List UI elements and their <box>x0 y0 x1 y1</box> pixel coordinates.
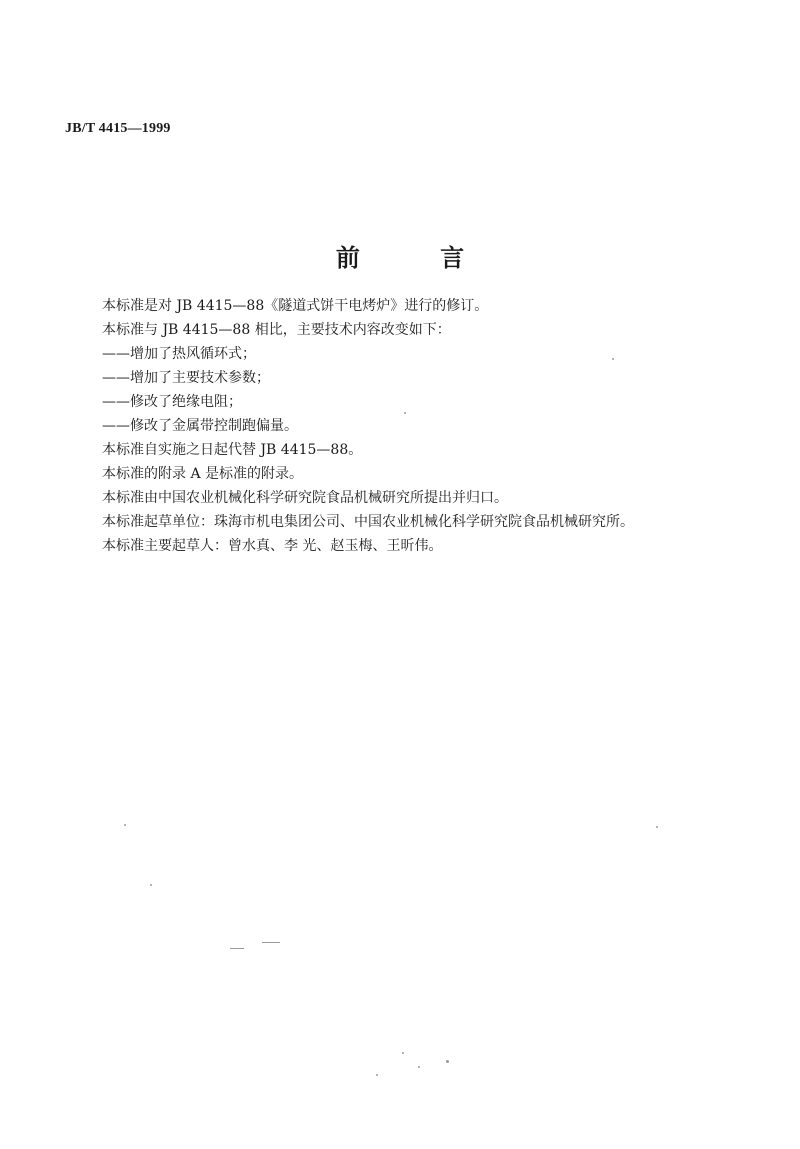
scan-speck <box>376 1074 378 1076</box>
paragraph-line: 本标准与 JB 4415—88 相比，主要技术内容改变如下： <box>102 322 451 338</box>
paragraph-line: 本标准起草单位：珠海市机电集团公司、中国农业机械化科学研究院食品机械研究所。 <box>102 514 634 530</box>
paragraph-line: ——修改了金属带控制跑偏量。 <box>102 418 298 434</box>
scan-speck <box>262 942 280 943</box>
paragraph-line: 本标准主要起草人：曾水真、李 光、赵玉梅、王昕伟。 <box>102 538 443 554</box>
page-title: 前 言 <box>335 243 501 272</box>
paragraph-line: ——修改了绝缘电阻； <box>102 394 242 410</box>
paragraph-line: 本标准是对 JB 4415—88《隧道式饼干电烤炉》进行的修订。 <box>102 298 489 314</box>
scan-speck <box>402 1052 404 1054</box>
scan-speck <box>230 948 244 949</box>
scan-speck <box>446 1060 449 1063</box>
scan-speck <box>656 826 658 828</box>
paragraph-line: 本标准的附录 A 是标准的附录。 <box>102 466 304 482</box>
scan-speck <box>612 358 614 360</box>
paragraph-line: ——增加了热风循环式； <box>102 346 256 362</box>
paragraph-line: 本标准由中国农业机械化科学研究院食品机械研究所提出并归口。 <box>102 490 508 506</box>
document-code: JB/T 4415—1999 <box>65 121 171 136</box>
scan-speck <box>418 1066 420 1068</box>
foreword-body <box>102 294 762 558</box>
scan-speck <box>404 412 406 414</box>
paragraph-line: ——增加了主要技术参数； <box>102 370 270 386</box>
scan-speck <box>150 884 152 886</box>
scan-speck <box>124 824 126 826</box>
paragraph-line: 本标准自实施之日起代替 JB 4415—88。 <box>102 442 363 458</box>
